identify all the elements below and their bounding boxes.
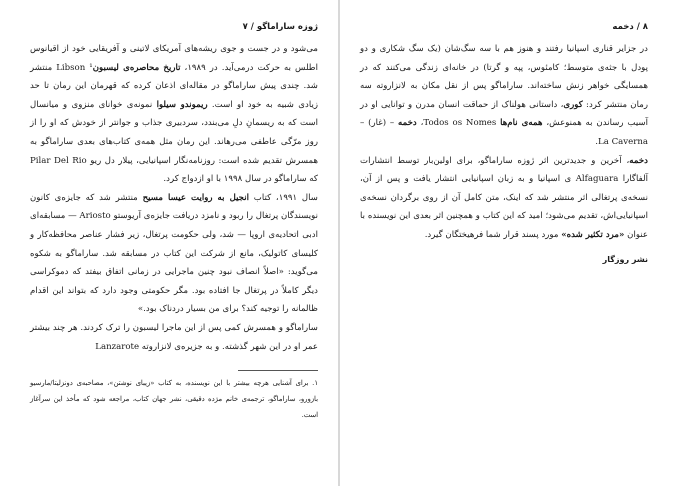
text-run: ، آخرین و جدیدترین اثر ژوزه ساراماگو، برای اولین‌بار توسط انتشارات آلفاگارا Alfaguara ی اسپانیا و به زبان اسپانیایی انتشار یافت و پس از آن، نسخه‌ی پرتغالی اثر منتشر شد که اینک، متن کامل آن از روی برگردان نسخه‌ی اسپانیایی‌اش، تقدیم می‌شود؛ امید که این کتاب و همچنین اثر بعدی این نویسنده با عنوان [360,155,648,240]
text-run: ¹ Libson منتشر شد. چندی پیش ساراماگو در مقاله‌ای اذعان کرده که قهرمان این رمان تا حد زیادی شبیه به خود او است. [30,62,318,110]
bold-title: انجیل به روایت عیسا مسیح [142,192,250,203]
text-run: ، داستانی هولناک از حماقت انسان مدرن و توانایی او در آسیب رساندن به همنوعش، [360,99,649,129]
paragraph [360,152,648,245]
right-page-body [360,40,648,245]
bold-title: «مرد تکثیر شده» [561,229,625,240]
text-run: – (غار) – La Caverna. [360,118,648,147]
left-page-body [30,40,318,356]
left-page-header [30,20,318,34]
bold-title: دخمه [629,155,648,166]
left-page [0,0,338,486]
paragraph [30,319,318,356]
text-run: Todos os Nomes، [416,118,501,129]
bold-title: دخمه [398,118,417,129]
page-number: ۷ [242,22,248,32]
running-head [243,22,318,32]
running-head-separator: / [633,22,643,32]
text-run: ساراماگو و همسرش کمی پس از این ماجرا لیسبون را ترک کردند. هر چند بیشتر عمر او در این شهر گذشته. و به جزیره‌ی لانزاروته Lanzarote [30,322,318,352]
running-head [612,22,648,32]
text-run: منتشر شد که جایزه‌ی کانون نویسندگان پرتغال را ربود و نامزد دریافت جایزه‌ی آریوستو Ariosto — مسابقه‌ای ادبی اتحادیه‌ی اروپا — شد، ولی حکومت پرتغال، زیر فشار عناصر محافظه‌کار و کلیسای کاتولیک، مانع از شرکت این کتاب در مسابقه شد. ساراماگو به شکوه می‌گوید: «اصلاً انصاف نبود چنین ماجرایی در زمانی اتفاق بیفتد که دموکراسی دیگر کاملاً در پرتغال جا افتاده بود. مگر حکومتی وجود دارد که بتواند این اقدام ظالمانه را توجیه کند؟ برای من بسیار دردناک بود.» [30,192,318,315]
text-run: در جزایر قناری اسپانیا رفتند و هنوز هم با سه سگ‌شان (یک سگ شکاری و دو پودل با جثه‌ی متوسط؛ کامئوس، پپه و گرتا) در خانه‌ای زندگی می‌کنند که در همسایگی خواهر زنش ساخته‌اند. ساراماگو پس از نقل مکان به لانزاروته سه رمان منتشر کرد: [360,44,648,110]
publisher-signature: نشر روزگار [602,254,648,264]
paragraph [30,189,318,319]
bold-title: تاریخ محاصره‌ی لیسبون [92,62,181,73]
paragraph [30,40,318,189]
bold-title: همه‌ی نام‌ها [500,118,543,129]
paragraph [360,40,648,152]
running-head-separator: / [247,22,257,32]
text-run: مورد پسند قرار شما فرهیختگان گیرد. [424,229,562,240]
page-number: ۸ [642,22,648,32]
running-head-title: ژوزه ساراماگو [256,22,318,32]
running-head-title: دخمه [612,22,634,32]
text-run: سال ۱۹۹۱، کتاب [249,192,318,203]
right-page-header [360,20,648,34]
text-run: نمونه‌ی خوانای منزوی و میانسال است که به ریسمانِ دلِ می‌بندد، سردبیری جذاب و جوانتر از خودش که او را از روز مرّگی عاطفی می‌رهاند. این رمان مثل همه‌ی کتاب‌های بعدی ساراماگو به همسرش تقدیم شده است: روزنامه‌نگار اسپانیایی، پیلار دل ریو Pilar Del Rio که ساراماگو در سال ۱۹۹۸ با او ازدواج کرد. [30,99,319,185]
footnote-rule [238,370,318,371]
text-run: می‌شود و در جست و جوی ریشه‌های آمریکای لاتینی و آفریقایی خود از اقیانوس اطلس به حرکت درمی‌آید. در ۱۹۸۹، [30,44,319,73]
bold-title: کوری [563,99,583,110]
footnote: ۱. برای آشنایی هرچه بیشتر با این نویسنده، به کتاب «زیبای نوشتن»، مصاحبه‌ی دونزلیتا/مارسیو بازورو، ساراماگو، ترجمه‌ی خانم مژده دقیقی، نشر جهان کتاب، مراجعه شود که مأخذ این سرآغاز است. [30,379,318,420]
right-page [340,0,678,486]
bold-title: ریموندو سیلوا [156,99,208,110]
